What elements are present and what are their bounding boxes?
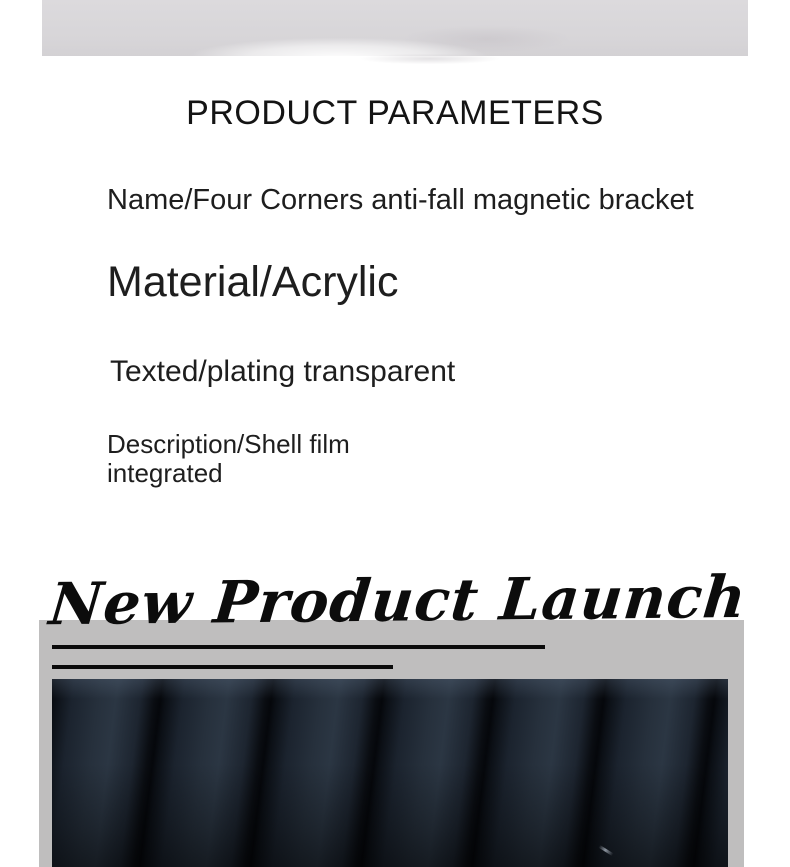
param-material: Material/Acrylic	[107, 258, 399, 306]
section-title: PRODUCT PARAMETERS	[186, 94, 604, 132]
launch-underline-2	[52, 665, 393, 669]
top-photo-strip-shadow	[330, 54, 530, 70]
top-photo-strip	[42, 0, 748, 56]
param-texted: Texted/plating transparent	[110, 355, 456, 388]
launch-underline-1	[52, 645, 545, 649]
product-photo	[52, 679, 728, 867]
param-name: Name/Four Corners anti-fall magnetic bracket	[107, 184, 694, 216]
param-description: Description/Shell film integrated	[107, 429, 350, 488]
launch-heading: New Product Launch	[46, 562, 750, 639]
